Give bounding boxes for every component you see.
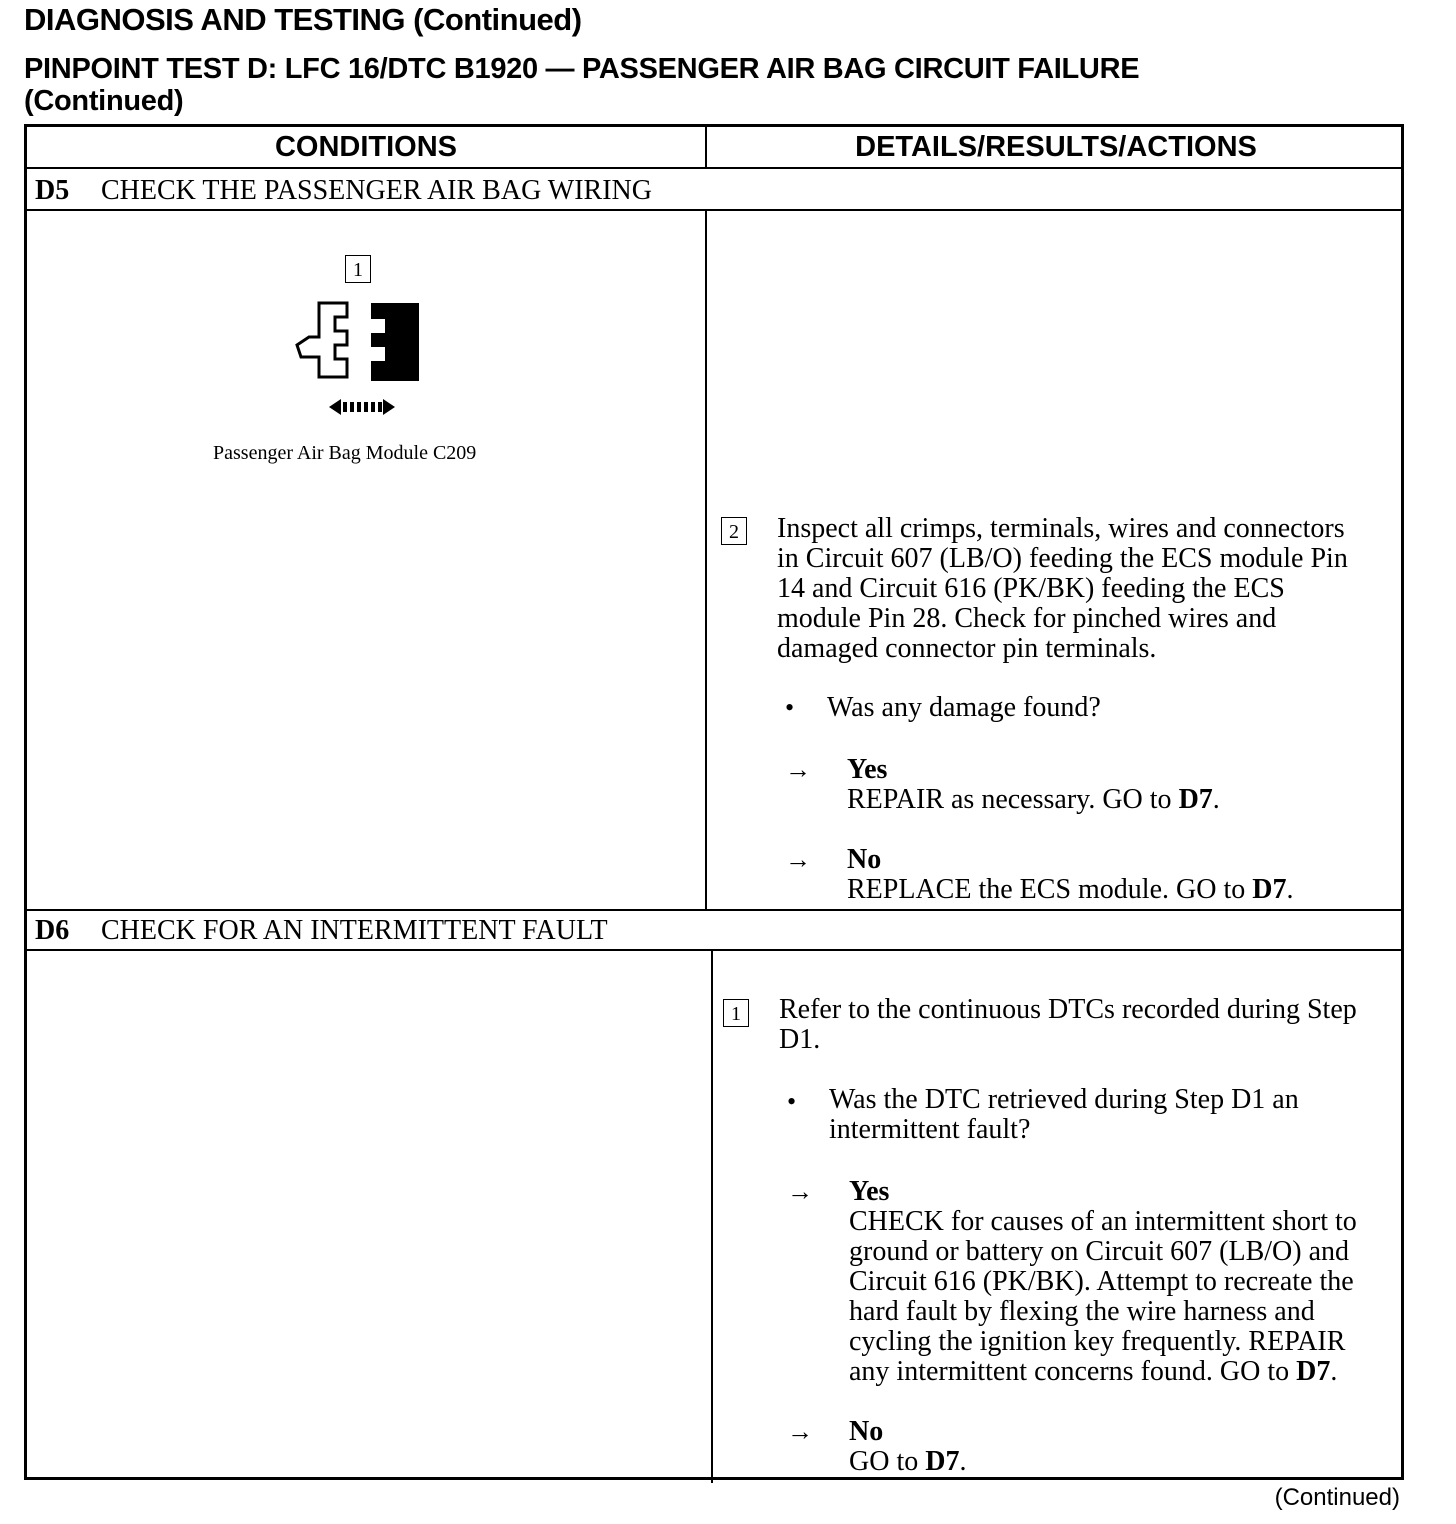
divider: [27, 949, 1401, 951]
period: .: [1330, 1356, 1338, 1387]
step-code: D5: [35, 175, 70, 206]
period: .: [959, 1446, 967, 1477]
goto-target: D7: [1178, 784, 1213, 815]
yes-action-line: ground or battery on Circuit 607 (LB/O) and: [849, 1236, 1350, 1267]
instruction-line: Refer to the continuous DTCs recorded during Step: [779, 994, 1357, 1025]
action-text: REPAIR as necessary. GO to: [847, 784, 1172, 815]
step-title: CHECK FOR AN INTERMITTENT FAULT: [101, 915, 608, 946]
instruction-line: D1.: [779, 1024, 821, 1055]
yes-action-line: CHECK for causes of an intermittent short to: [849, 1206, 1357, 1237]
d6-no-result: [849, 1417, 966, 1477]
instruction-line: damaged connector pin terminals.: [777, 633, 1157, 664]
d5-yes-result: [847, 755, 1220, 815]
period: .: [1212, 784, 1220, 815]
instruction-line: module Pin 28. Check for pinched wires and: [777, 603, 1277, 634]
bullet-icon: •: [787, 1087, 797, 1116]
d5-instruction: [777, 514, 1397, 664]
question-line: intermittent fault?: [829, 1114, 1031, 1145]
arrow-right-icon: →: [785, 755, 811, 784]
action-text: GO to: [849, 1446, 919, 1477]
divider: [27, 909, 1401, 911]
figure-number-box: 1: [345, 255, 371, 283]
test-title-line-1: PINPOINT TEST D: LFC 16/DTC B1920 — PASSENGER AIR BAG CIRCUIT FAILURE: [24, 53, 1140, 85]
yes-action-line: cycling the ignition key frequently. REPAIR: [849, 1326, 1346, 1357]
step-code: D6: [35, 915, 70, 946]
yes-action-line: [849, 1357, 1357, 1387]
yes-label: Yes: [847, 754, 888, 785]
action-text: any intermittent concerns found. GO to: [849, 1356, 1290, 1387]
step-number-box: 1: [723, 999, 749, 1027]
yes-action-line: Circuit 616 (PK/BK). Attempt to recreate the: [849, 1266, 1354, 1297]
no-label: No: [849, 1416, 884, 1447]
pinpoint-test-table: [24, 124, 1404, 1480]
yes-action: [847, 785, 1220, 815]
bullet-icon: •: [785, 693, 795, 722]
d5-question: Was any damage found?: [827, 692, 1101, 723]
divider: [27, 209, 1401, 211]
action-text: REPLACE the ECS module. GO to: [847, 874, 1246, 905]
column-header-details: DETAILS/RESULTS/ACTIONS: [855, 131, 1257, 163]
divider: [711, 949, 713, 1483]
d5-no-result: [847, 845, 1293, 905]
arrow-right-icon: →: [787, 1417, 813, 1446]
yes-action-line: hard fault by flexing the wire harness and: [849, 1296, 1315, 1327]
divider: [27, 167, 1401, 169]
test-title-line-2: (Continued): [24, 85, 184, 117]
divider: [705, 209, 707, 909]
goto-target: D7: [1296, 1356, 1331, 1387]
goto-target: D7: [925, 1446, 960, 1477]
question-line: Was the DTC retrieved during Step D1 an: [829, 1084, 1299, 1115]
no-action: [847, 875, 1293, 905]
d6-yes-result: [849, 1177, 1357, 1387]
step-title: CHECK THE PASSENGER AIR BAG WIRING: [101, 175, 652, 206]
d6-instruction: [779, 995, 1399, 1055]
step-number-box: 2: [721, 517, 747, 545]
instruction-line: in Circuit 607 (LB/O) feeding the ECS module Pin: [777, 543, 1348, 574]
instruction-line: 14 and Circuit 616 (PK/BK) feeding the ECS: [777, 573, 1285, 604]
arrow-right-icon: →: [785, 845, 811, 874]
divider: [705, 127, 707, 167]
yes-label: Yes: [849, 1176, 890, 1207]
connector-icon: [289, 295, 429, 425]
step-d6-title-row: [35, 915, 608, 947]
goto-target: D7: [1252, 874, 1287, 905]
d6-question: [829, 1085, 1299, 1145]
footer-continued: (Continued): [1274, 1484, 1400, 1511]
column-header-conditions: CONDITIONS: [274, 131, 458, 163]
pinpoint-test-title: [24, 53, 1324, 117]
page-title: DIAGNOSIS AND TESTING (Continued): [24, 2, 582, 37]
no-label: No: [847, 844, 882, 875]
instruction-line: Inspect all crimps, terminals, wires and connectors: [777, 513, 1345, 544]
arrow-right-icon: →: [787, 1177, 813, 1206]
no-action: [849, 1447, 966, 1477]
step-d5-title-row: [35, 175, 652, 207]
figure-caption: Passenger Air Bag Module C209: [213, 442, 477, 464]
period: .: [1286, 874, 1294, 905]
